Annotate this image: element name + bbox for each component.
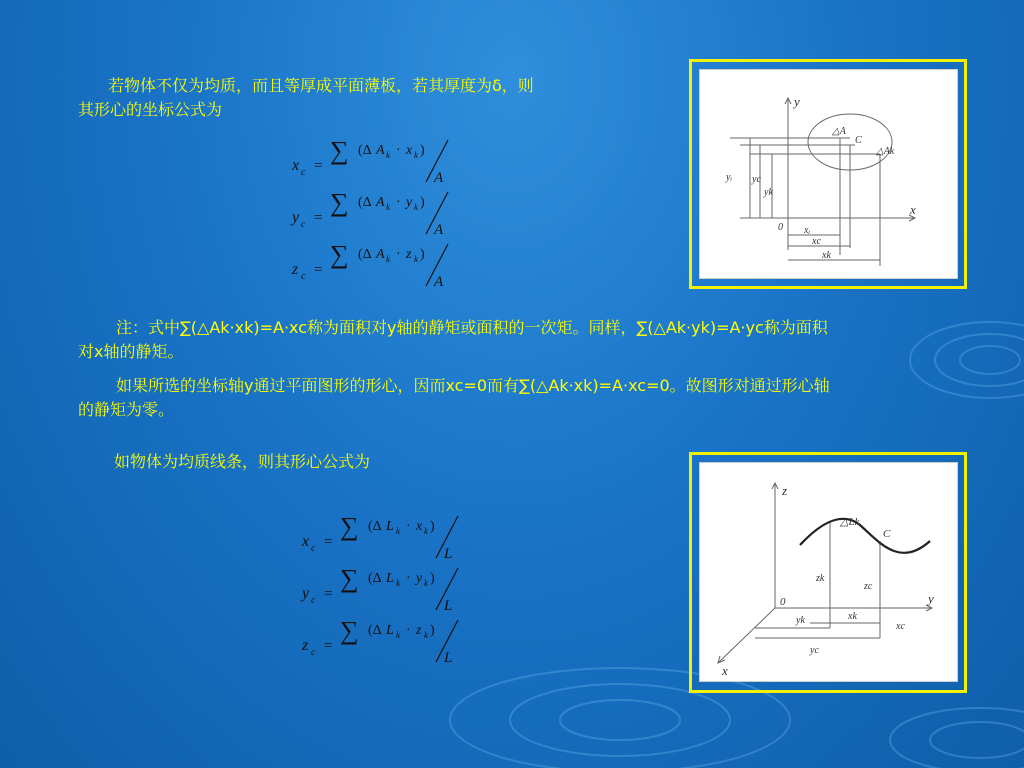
fig1-yk-label: yk [764,187,773,198]
area-formula-x-dot: · [396,143,401,158]
line-formula-x-lhs-sub: c [311,543,316,554]
line-intro-text: 如物体为均质线条，则其形心公式为 [114,452,371,471]
area-formula-z-delta-var: A [376,247,385,262]
area-formula-y-dot: · [396,195,401,210]
fig1-xk-label: xk [822,250,831,261]
area-formula-x-denominator: A [434,170,444,186]
line-formula-y-delta-var: L [386,571,394,586]
area-formula-z-dot: · [396,247,401,262]
note-line-1: 注：式中∑(△Ak·xk)=A·xc称为面积对y轴的静矩或面积的一次矩。同样，∑(△Ak·yk)=A·yc称为面积 [116,318,828,337]
line-formula-z-equals: = [324,638,333,654]
line-formula-svg [300,508,500,668]
line-intro-paragraph [114,450,614,474]
area-formula-z-delta-sub: k [386,254,390,264]
curve-figure-diagram [700,463,957,681]
fig2-x-axis-label: x [722,663,728,678]
area-formula-y-denominator: A [434,222,444,238]
area-formula-y-close: ) [420,195,425,210]
area-formula-z-lhs: z [292,261,299,278]
fig1-yc-label: yc [752,174,761,185]
line-formula-y-lhs: y [302,585,310,602]
fig1-y-axis-label: y [794,94,800,109]
intro-paragraph [78,74,668,122]
area-formula-y-lhs-sub: c [301,219,306,230]
area-formula-x-sum: ∑ [330,136,349,165]
centroid-axis-line-1: 如果所选的坐标轴y通过平面图形的形心，因而xc=0而有∑(△Ak·xk)=A·xc=0。故图形对通过形心轴 [116,376,830,395]
planar-figure-diagram [700,70,957,278]
line-formula-z-close: ) [430,623,435,638]
fig1-xc-label: xc [812,236,821,247]
area-formula-y-lhs: y [292,209,300,226]
area-formula-x-close: ) [420,143,425,158]
line-formula-x-denominator: L [444,546,453,562]
line-formula-y-denominator: L [444,598,453,614]
line-formula-x-term-sub: k [424,526,428,536]
area-formula-x-delta-var: A [376,143,385,158]
fig2-zc-label: zc [864,581,873,592]
line-formula-x-equals: = [324,534,333,550]
line-formula-y-equals: = [324,586,333,602]
fig2-y-axis-label: y [928,591,934,606]
fig1-x-axis-label: x [910,202,916,217]
area-formula-x-term-sub: k [414,150,418,160]
area-formula-z-denominator: A [434,274,444,290]
area-formula-z-equals: = [314,262,323,278]
line-formula-x-dot: · [406,519,411,534]
area-formula-x-lhs-sub: c [301,167,306,178]
line-formula-x-close: ) [430,519,435,534]
centroid-axis-paragraph [78,374,978,422]
area-formula-y-delta-sub: k [386,202,390,212]
area-centroid-formulas [290,132,490,292]
fig2-xc-label: xc [896,621,905,632]
line-formula-y-delta-sub: k [396,578,400,588]
fig1-delta-a-label: △A [832,126,846,137]
area-formula-y-delta-var: A [376,195,385,210]
fig1-origin-label: 0 [778,222,783,233]
area-formula-svg [290,132,490,292]
fig2-origin-label: 0 [780,596,786,608]
area-formula-y-term-sub: k [414,202,418,212]
line-formula-y-sum: ∑ [340,564,359,593]
curve-figure-frame [689,452,967,693]
note-paragraph [78,316,978,364]
area-formula-z-open: (Δ [358,247,372,262]
line-formula-x-delta-sub: k [396,526,400,536]
line-formula-x-lhs: x [302,533,310,550]
line-formula-z-sum: ∑ [340,616,359,645]
intro-line-1: 若物体不仅为均质，而且等厚成平面薄板，若其厚度为δ，则 [108,76,534,95]
area-formula-y-term: y [406,195,413,210]
fig2-zk-label: zk [816,573,825,584]
line-formula-y-lhs-sub: c [311,595,316,606]
line-formula-y-close: ) [430,571,435,586]
fig1-c-label: C [855,135,862,146]
area-formula-x-equals: = [314,158,323,174]
intro-line-2: 其形心的坐标公式为 [78,100,223,119]
line-formula-z-term: z [416,623,422,638]
fig2-yc-label: yc [810,645,819,656]
line-formula-y-dot: · [406,571,411,586]
line-formula-z-term-sub: k [424,630,428,640]
line-formula-z-lhs-sub: c [311,647,316,658]
planar-figure-frame [689,59,967,289]
fig2-yk-label: yk [796,615,805,626]
area-formula-z-lhs-sub: c [301,271,306,282]
line-formula-x-open: (Δ [368,519,382,534]
line-centroid-formulas [300,508,500,668]
area-formula-y-open: (Δ [358,195,372,210]
line-formula-z-delta-sub: k [396,630,400,640]
area-formula-x-open: (Δ [358,143,372,158]
area-formula-z-term-sub: k [414,254,418,264]
fig2-c-label: C [883,528,891,540]
fig1-yi-label: yᵢ [726,172,733,183]
fig2-xk-label: xk [848,611,857,622]
fig1-xi-label: xᵢ [804,225,811,236]
area-formula-x-delta-sub: k [386,150,390,160]
area-formula-y-sum: ∑ [330,188,349,217]
area-formula-z-sum: ∑ [330,240,349,269]
fig2-delta-lk-label: △Lk [840,516,860,528]
line-formula-y-term-sub: k [424,578,428,588]
line-formula-x-delta-var: L [386,519,394,534]
fig2-z-axis-label: z [782,483,788,498]
curve-figure [699,462,958,682]
fig1-delta-ak-label: △Ak [876,146,895,157]
line-formula-z-open: (Δ [368,623,382,638]
line-formula-x-sum: ∑ [340,512,359,541]
area-formula-y-equals: = [314,210,323,226]
planar-figure [699,69,958,279]
line-formula-y-term: y [416,571,423,586]
area-formula-x-lhs: x [292,157,300,174]
centroid-axis-line-2: 的静矩为零。 [78,400,175,419]
line-formula-z-dot: · [406,623,411,638]
area-formula-z-close: ) [420,247,425,262]
area-formula-z-term: z [406,247,412,262]
line-formula-z-delta-var: L [386,623,394,638]
line-formula-z-denominator: L [444,650,453,666]
line-formula-y-open: (Δ [368,571,382,586]
line-formula-z-lhs: z [302,637,309,654]
line-formula-x-term: x [416,519,423,534]
note-line-2: 对x轴的静矩。 [78,342,184,361]
area-formula-x-term: x [406,143,413,158]
